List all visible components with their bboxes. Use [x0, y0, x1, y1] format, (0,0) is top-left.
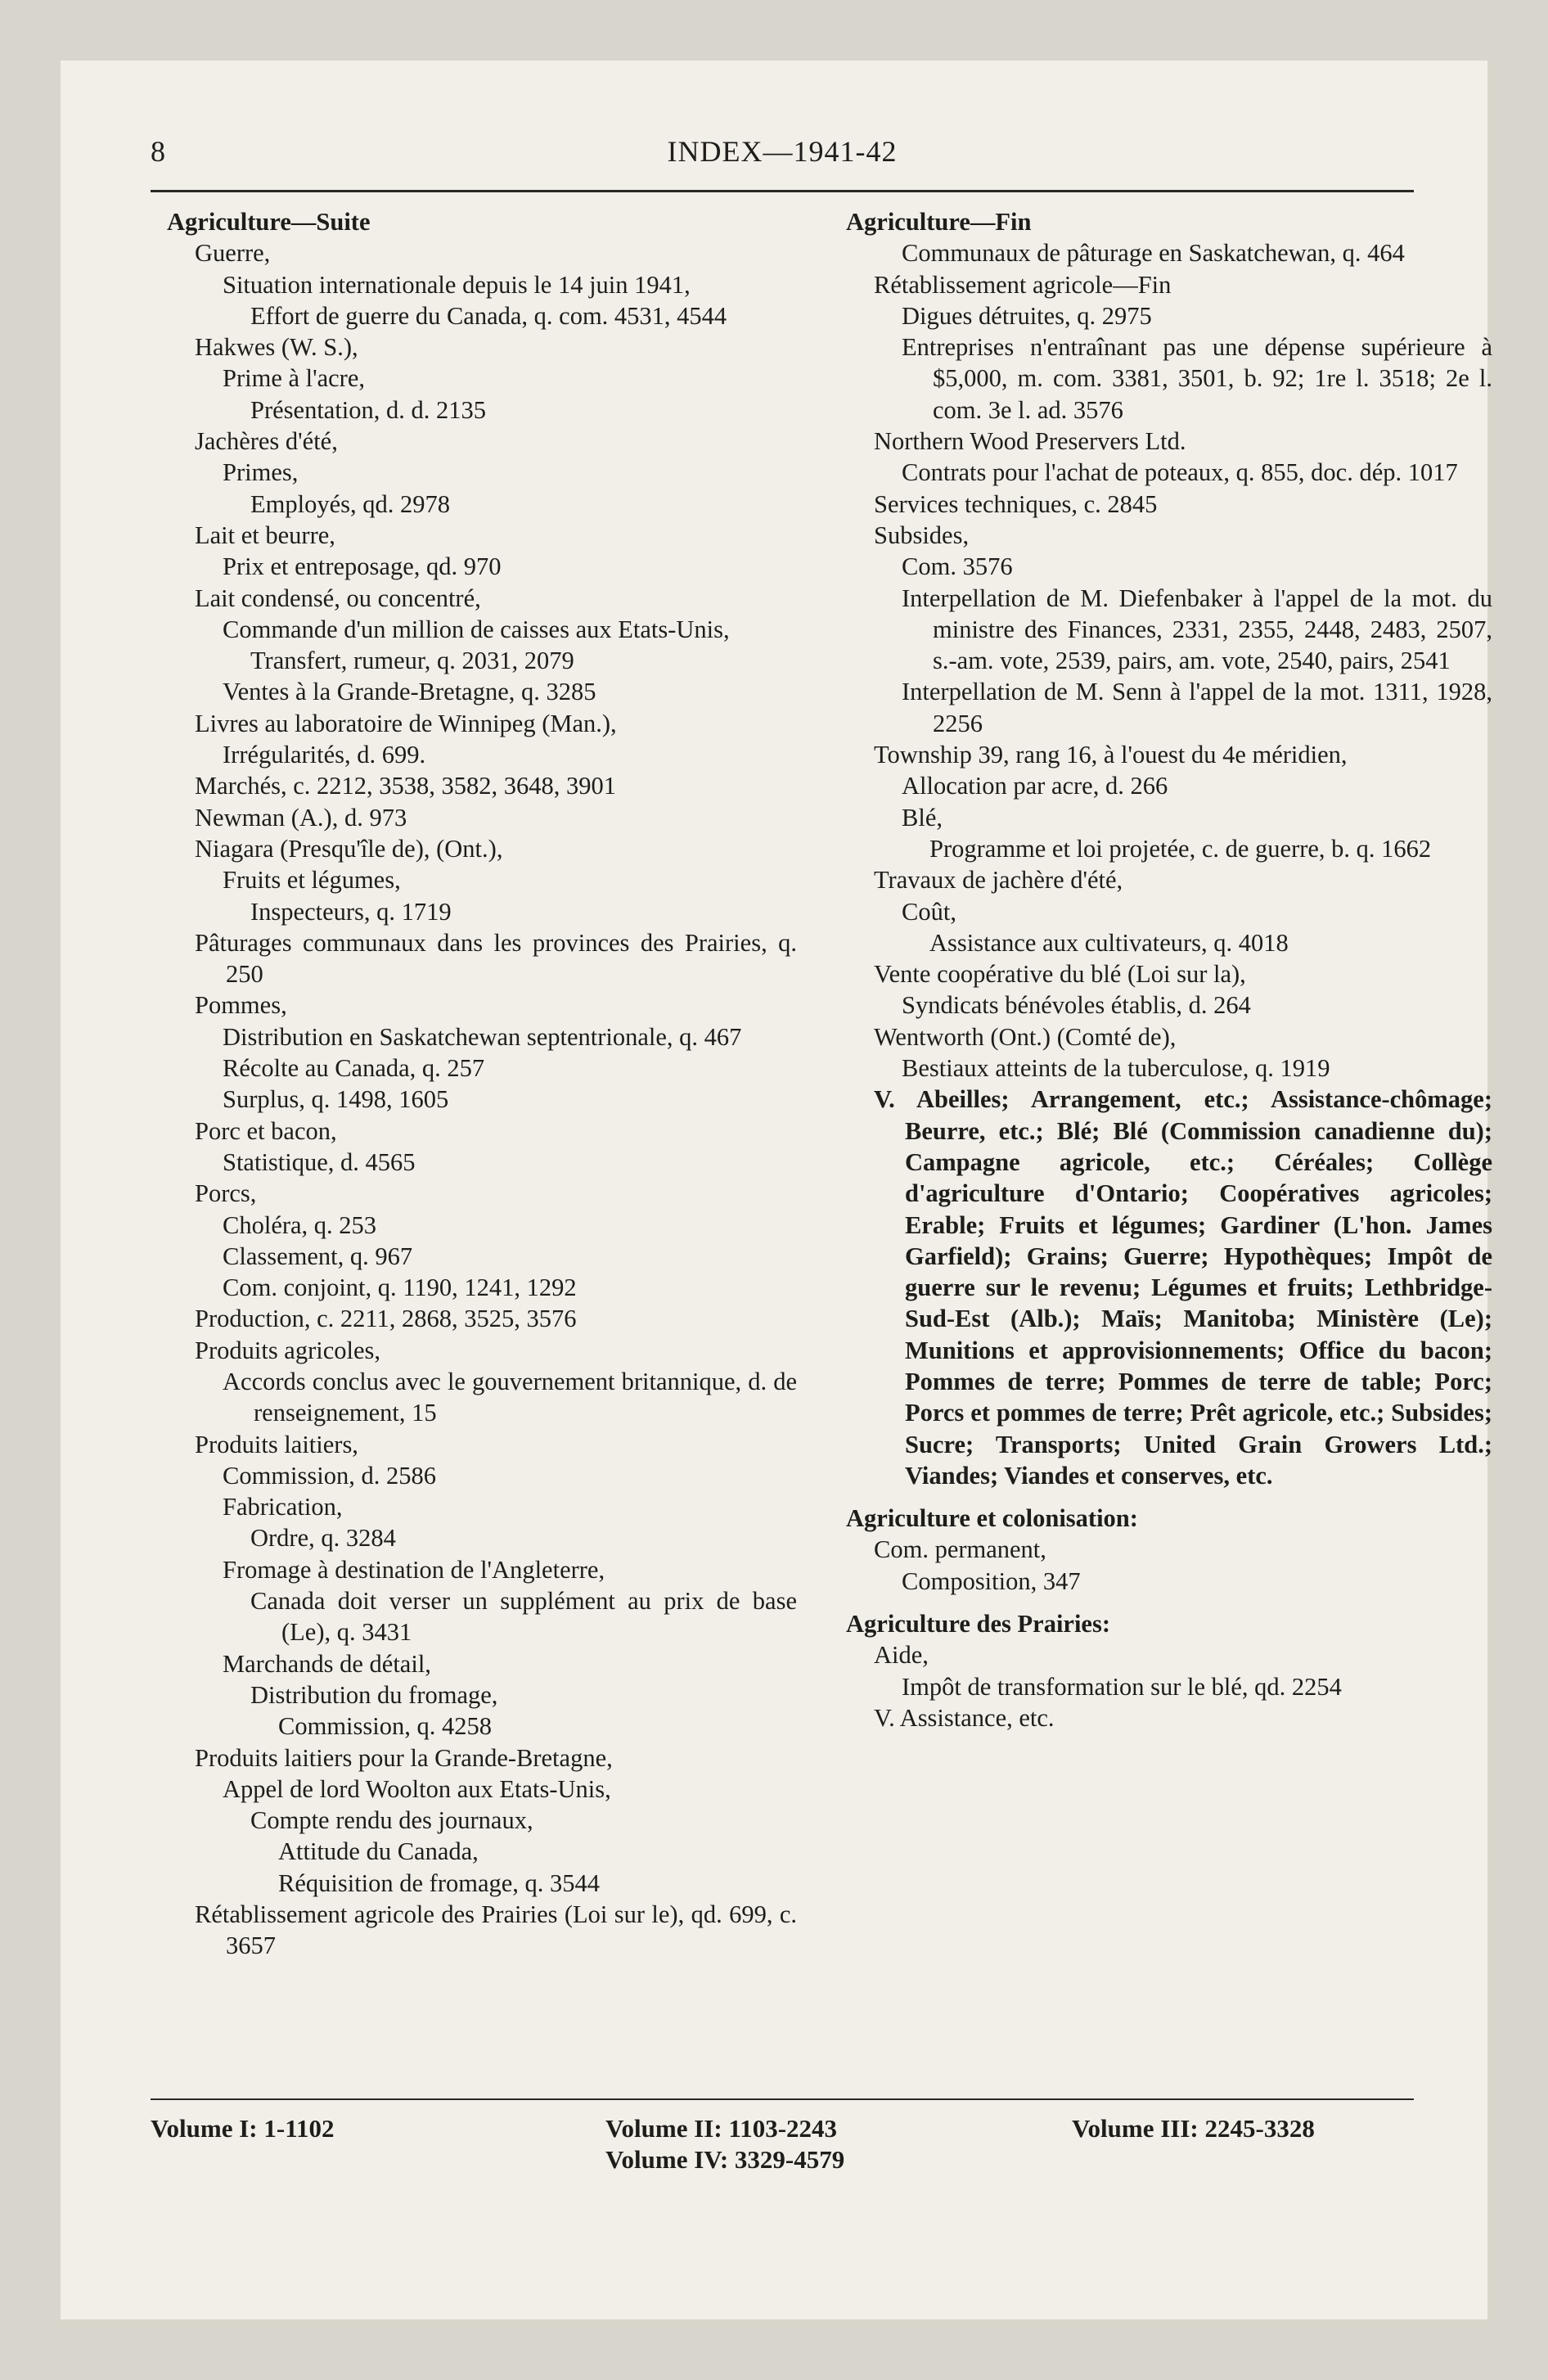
index-entry: Vente coopérative du blé (Loi sur la),: [874, 960, 1246, 989]
index-entry: Digues détruites, q. 2975: [902, 301, 1152, 330]
index-entry: Bestiaux atteints de la tuberculose, q. 1919: [902, 1054, 1330, 1083]
footer-rule: [151, 2098, 1414, 2100]
index-entry: Commission, d. 2586: [223, 1461, 436, 1490]
index-entry: Coût,: [902, 897, 956, 926]
index-entry: Prime à l'acre,: [223, 364, 366, 393]
index-entry: Northern Wood Preservers Ltd.: [874, 427, 1186, 456]
index-entry: Fruits et légumes,: [223, 866, 401, 895]
index-entry: Pâturages communaux dans les provinces des Prairies, q. 250: [195, 928, 797, 989]
index-entry: Agriculture—Suite: [167, 208, 371, 236]
page-header: [151, 134, 1414, 183]
index-entry: Com. 3576: [902, 552, 1013, 581]
index-entry: Irrégularités, d. 699.: [223, 741, 426, 769]
index-entry: Interpellation de M. Senn à l'appel de la mot. 1311, 1928, 2256: [902, 678, 1492, 737]
index-entry: Pommes,: [195, 991, 287, 1020]
index-entry: Produits laitiers,: [195, 1430, 358, 1458]
index-entry: Produits agricoles,: [195, 1336, 381, 1364]
index-entry: Primes,: [223, 458, 299, 487]
index-entry: Transfert, rumeur, q. 2031, 2079: [250, 647, 574, 675]
header-rule: [151, 190, 1414, 192]
index-entry: Fromage à destination de l'Angleterre,: [223, 1555, 605, 1584]
index-entry: Composition, 347: [902, 1566, 1081, 1595]
index-entry: Inspecteurs, q. 1719: [250, 897, 452, 926]
index-entry: Com. permanent,: [874, 1535, 1046, 1564]
index-entry: Appel de lord Woolton aux Etats-Unis,: [223, 1774, 611, 1803]
index-entry: Ventes à la Grande-Bretagne, q. 3285: [223, 678, 596, 706]
index-entry: Programme et loi projetée, c. de guerre, b. q. 1662: [929, 834, 1432, 863]
index-entry: Produits laitiers pour la Grande-Bretagne,: [195, 1743, 613, 1772]
index-entry: Effort de guerre du Canada, q. com. 4531, 4544: [250, 301, 727, 330]
index-entry: Distribution du fromage,: [250, 1680, 498, 1709]
footer-volume-1: Volume I: 1-1102: [151, 2114, 335, 2143]
index-entry: Production, c. 2211, 2868, 3525, 3576: [195, 1305, 577, 1333]
index-entry: Agriculture des Prairies:: [846, 1610, 1110, 1639]
index-entry: Agriculture et colonisation:: [846, 1504, 1138, 1533]
footer-volumes-2-4: [605, 2113, 844, 2175]
index-entry: Livres au laboratoire de Winnipeg (Man.),: [195, 709, 617, 737]
index-entry: Rétablissement agricole—Fin: [874, 270, 1172, 299]
index-entry: Réquisition de fromage, q. 3544: [278, 1868, 601, 1897]
index-entry: Wentworth (Ont.) (Comté de),: [874, 1022, 1177, 1051]
index-entry: Syndicats bénévoles établis, d. 264: [902, 991, 1251, 1020]
index-entry: Niagara (Presqu'île de), (Ont.),: [195, 834, 503, 863]
index-entry: Township 39, rang 16, à l'ouest du 4e méridien,: [874, 741, 1348, 769]
left-column: [167, 206, 797, 1962]
index-entry: Prix et entreposage, qd. 970: [223, 552, 502, 581]
index-entry: Employés, qd. 2978: [250, 489, 450, 518]
index-entry: Lait condensé, ou concentré,: [195, 584, 481, 612]
index-entry: Choléra, q. 253: [223, 1210, 377, 1239]
index-entry: Canada doit verser un supplément au prix de base (Le), q. 3431: [250, 1587, 797, 1647]
index-entry: Impôt de transformation sur le blé, qd. 2254: [902, 1672, 1342, 1701]
index-entry: Ordre, q. 3284: [250, 1524, 396, 1553]
index-entry: Accords conclus avec le gouvernement britannique, d. de renseignement, 15: [223, 1367, 797, 1427]
index-entry: Hakwes (W. S.),: [195, 333, 358, 362]
index-entry: Guerre,: [195, 239, 271, 268]
index-entry: Newman (A.), d. 973: [195, 803, 407, 832]
footer-volume-4: Volume IV: 3329-4579: [605, 2145, 845, 2174]
footer-volume-3: Volume III: 2245-3328: [1072, 2114, 1315, 2143]
index-entry: Services techniques, c. 2845: [874, 489, 1158, 518]
index-entry: Aide,: [874, 1641, 929, 1670]
index-entry: Interpellation de M. Diefenbaker à l'appel de la mot. du ministre des Finances, 2331, 2355, 2448, 2483, 2507, s.-am. vote, 2539, pairs, am. vote, 2540, pairs, 2541: [902, 584, 1492, 675]
index-entry: V. Abeilles; Arrangement, etc.; Assistance-chômage; Beurre, etc.; Blé; Blé (Commission canadienne du); Campagne agricole, etc.; Céréales; Collège d'agriculture d'Ontario; Coopératives agricoles; Erable; Fruits et légumes; Gardiner (L'hon. James Garfield); Grains; Guerre; Hypothèques; Impôt de guerre sur le revenu; Légumes et fruits; Lethbridge-Sud-Est (Alb.); Maïs; Manitoba; Ministère (Le); Munitions et approvisionnements; Office du bacon; Pommes de terre; Pommes de terre de table; Porc; Porcs et pommes de terre; Prêt agricole, etc.; Subsides; Sucre; Transports; United Grain Growers Ltd.; Viandes; Viandes et conserves, etc.: [874, 1085, 1492, 1490]
index-entry: Présentation, d. d. 2135: [250, 395, 487, 424]
index-entry: Récolte au Canada, q. 257: [223, 1054, 485, 1083]
index-entry: Com. conjoint, q. 1190, 1241, 1292: [223, 1273, 577, 1302]
index-entry: Allocation par acre, d. 266: [902, 772, 1168, 800]
index-entry: Entreprises n'entraînant pas une dépense supérieure à $5,000, m. com. 3381, 3501, b. 92; 1re l. 3518; 2e l. com. 3e l. ad. 3576: [902, 333, 1492, 424]
index-entry: Marchés, c. 2212, 3538, 3582, 3648, 3901: [195, 772, 617, 800]
index-entry: Travaux de jachère d'été,: [874, 866, 1123, 895]
index-entry: Commande d'un million de caisses aux Etats-Unis,: [223, 615, 730, 643]
index-entry: Situation internationale depuis le 14 juin 1941,: [223, 270, 691, 299]
index-entry: Jachères d'été,: [195, 427, 338, 456]
index-entry: Porc et bacon,: [195, 1116, 337, 1145]
index-entry: Porcs,: [195, 1179, 257, 1208]
index-entry: Assistance aux cultivateurs, q. 4018: [929, 928, 1289, 957]
index-entry: Statistique, d. 4565: [223, 1147, 416, 1176]
index-entry: Distribution en Saskatchewan septentrionale, q. 467: [223, 1022, 742, 1051]
page-title: INDEX—1941-42: [667, 135, 898, 168]
footer-volume-2: Volume II: 1103-2243: [605, 2114, 838, 2143]
index-entry: Surplus, q. 1498, 1605: [223, 1085, 449, 1114]
index-entry: Fabrication,: [223, 1493, 343, 1521]
index-entry: Blé,: [902, 803, 943, 832]
index-entry: Commission, q. 4258: [278, 1712, 492, 1741]
index-entry: Subsides,: [874, 521, 970, 549]
index-entry: Attitude du Canada,: [278, 1837, 479, 1866]
index-entry: Lait et beurre,: [195, 521, 335, 549]
index-entry: Rétablissement agricole des Prairies (Loi sur le), qd. 699, c. 3657: [195, 1900, 797, 1960]
page-number: 8: [151, 135, 165, 168]
index-entry: V. Assistance, etc.: [874, 1703, 1055, 1732]
index-entry: Contrats pour l'achat de poteaux, q. 855, doc. dép. 1017: [902, 458, 1458, 487]
index-entry: Agriculture—Fin: [846, 208, 1032, 236]
index-page: [61, 61, 1492, 2319]
index-entry: Classement, q. 967: [223, 1242, 413, 1270]
index-entry: Communaux de pâturage en Saskatchewan, q. 464: [902, 239, 1405, 268]
index-entry: Compte rendu des journaux,: [250, 1806, 533, 1835]
index-entry: Marchands de détail,: [223, 1649, 431, 1678]
right-column: [846, 206, 1492, 1733]
